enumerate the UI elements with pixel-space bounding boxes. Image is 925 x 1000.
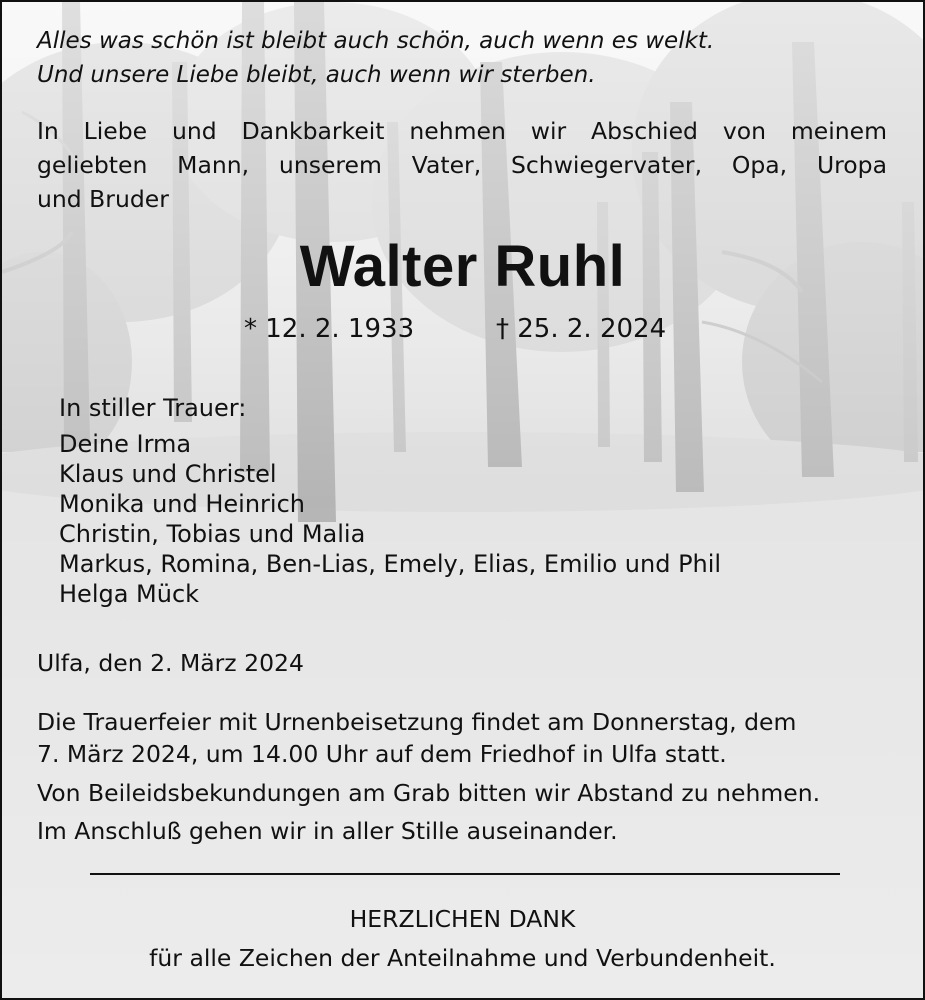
service-line-4: Im Anschluß gehen wir in aller Stille auseinander. [37, 817, 618, 845]
mourner-name: Helga Mück [59, 580, 200, 608]
mourner-name: Markus, Romina, Ben-Lias, Emely, Elias, Emilio und Phil [59, 550, 722, 578]
quote-line-2: Und unsere Liebe bleibt, auch wenn wir sterben. [37, 62, 596, 88]
mourner-name: Deine Irma [59, 430, 192, 458]
divider-line [90, 873, 840, 875]
intro-text [37, 114, 887, 216]
service-line-3: Von Beileidsbekundungen am Grab bitten wir Abstand zu nehmen. [37, 779, 821, 807]
intro-line-1: In Liebe und Dankbarkeit nehmen wir Abschied von meinem [37, 117, 887, 145]
mourner-name: Klaus und Christel [59, 460, 277, 488]
intro-line-2: geliebten Mann, unserem Vater, Schwiegervater, Opa, Uropa [37, 151, 887, 179]
death-date: † 25. 2. 2024 [496, 314, 667, 344]
deceased-name: Walter Ruhl [299, 234, 626, 299]
quote-line-1: Alles was schön ist bleibt auch schön, auch wenn es welkt. [37, 28, 715, 54]
service-line-1: Die Trauerfeier mit Urnenbeisetzung findet am Donnerstag, dem [37, 708, 797, 736]
thanks-heading: HERZLICHEN DANK [349, 905, 576, 933]
thanks-text: für alle Zeichen der Anteilnahme und Verbundenheit. [149, 944, 776, 972]
mourner-name: Christin, Tobias und Malia [59, 520, 366, 548]
place-date: Ulfa, den 2. März 2024 [37, 649, 304, 677]
mourner-name: Monika und Heinrich [59, 490, 305, 518]
birth-date: * 12. 2. 1933 [244, 314, 415, 344]
intro-line-3: und Bruder [37, 185, 169, 213]
service-line-2: 7. März 2024, um 14.00 Uhr auf dem Friedhof in Ulfa statt. [37, 740, 727, 768]
mourners-heading: In stiller Trauer: [59, 394, 247, 422]
